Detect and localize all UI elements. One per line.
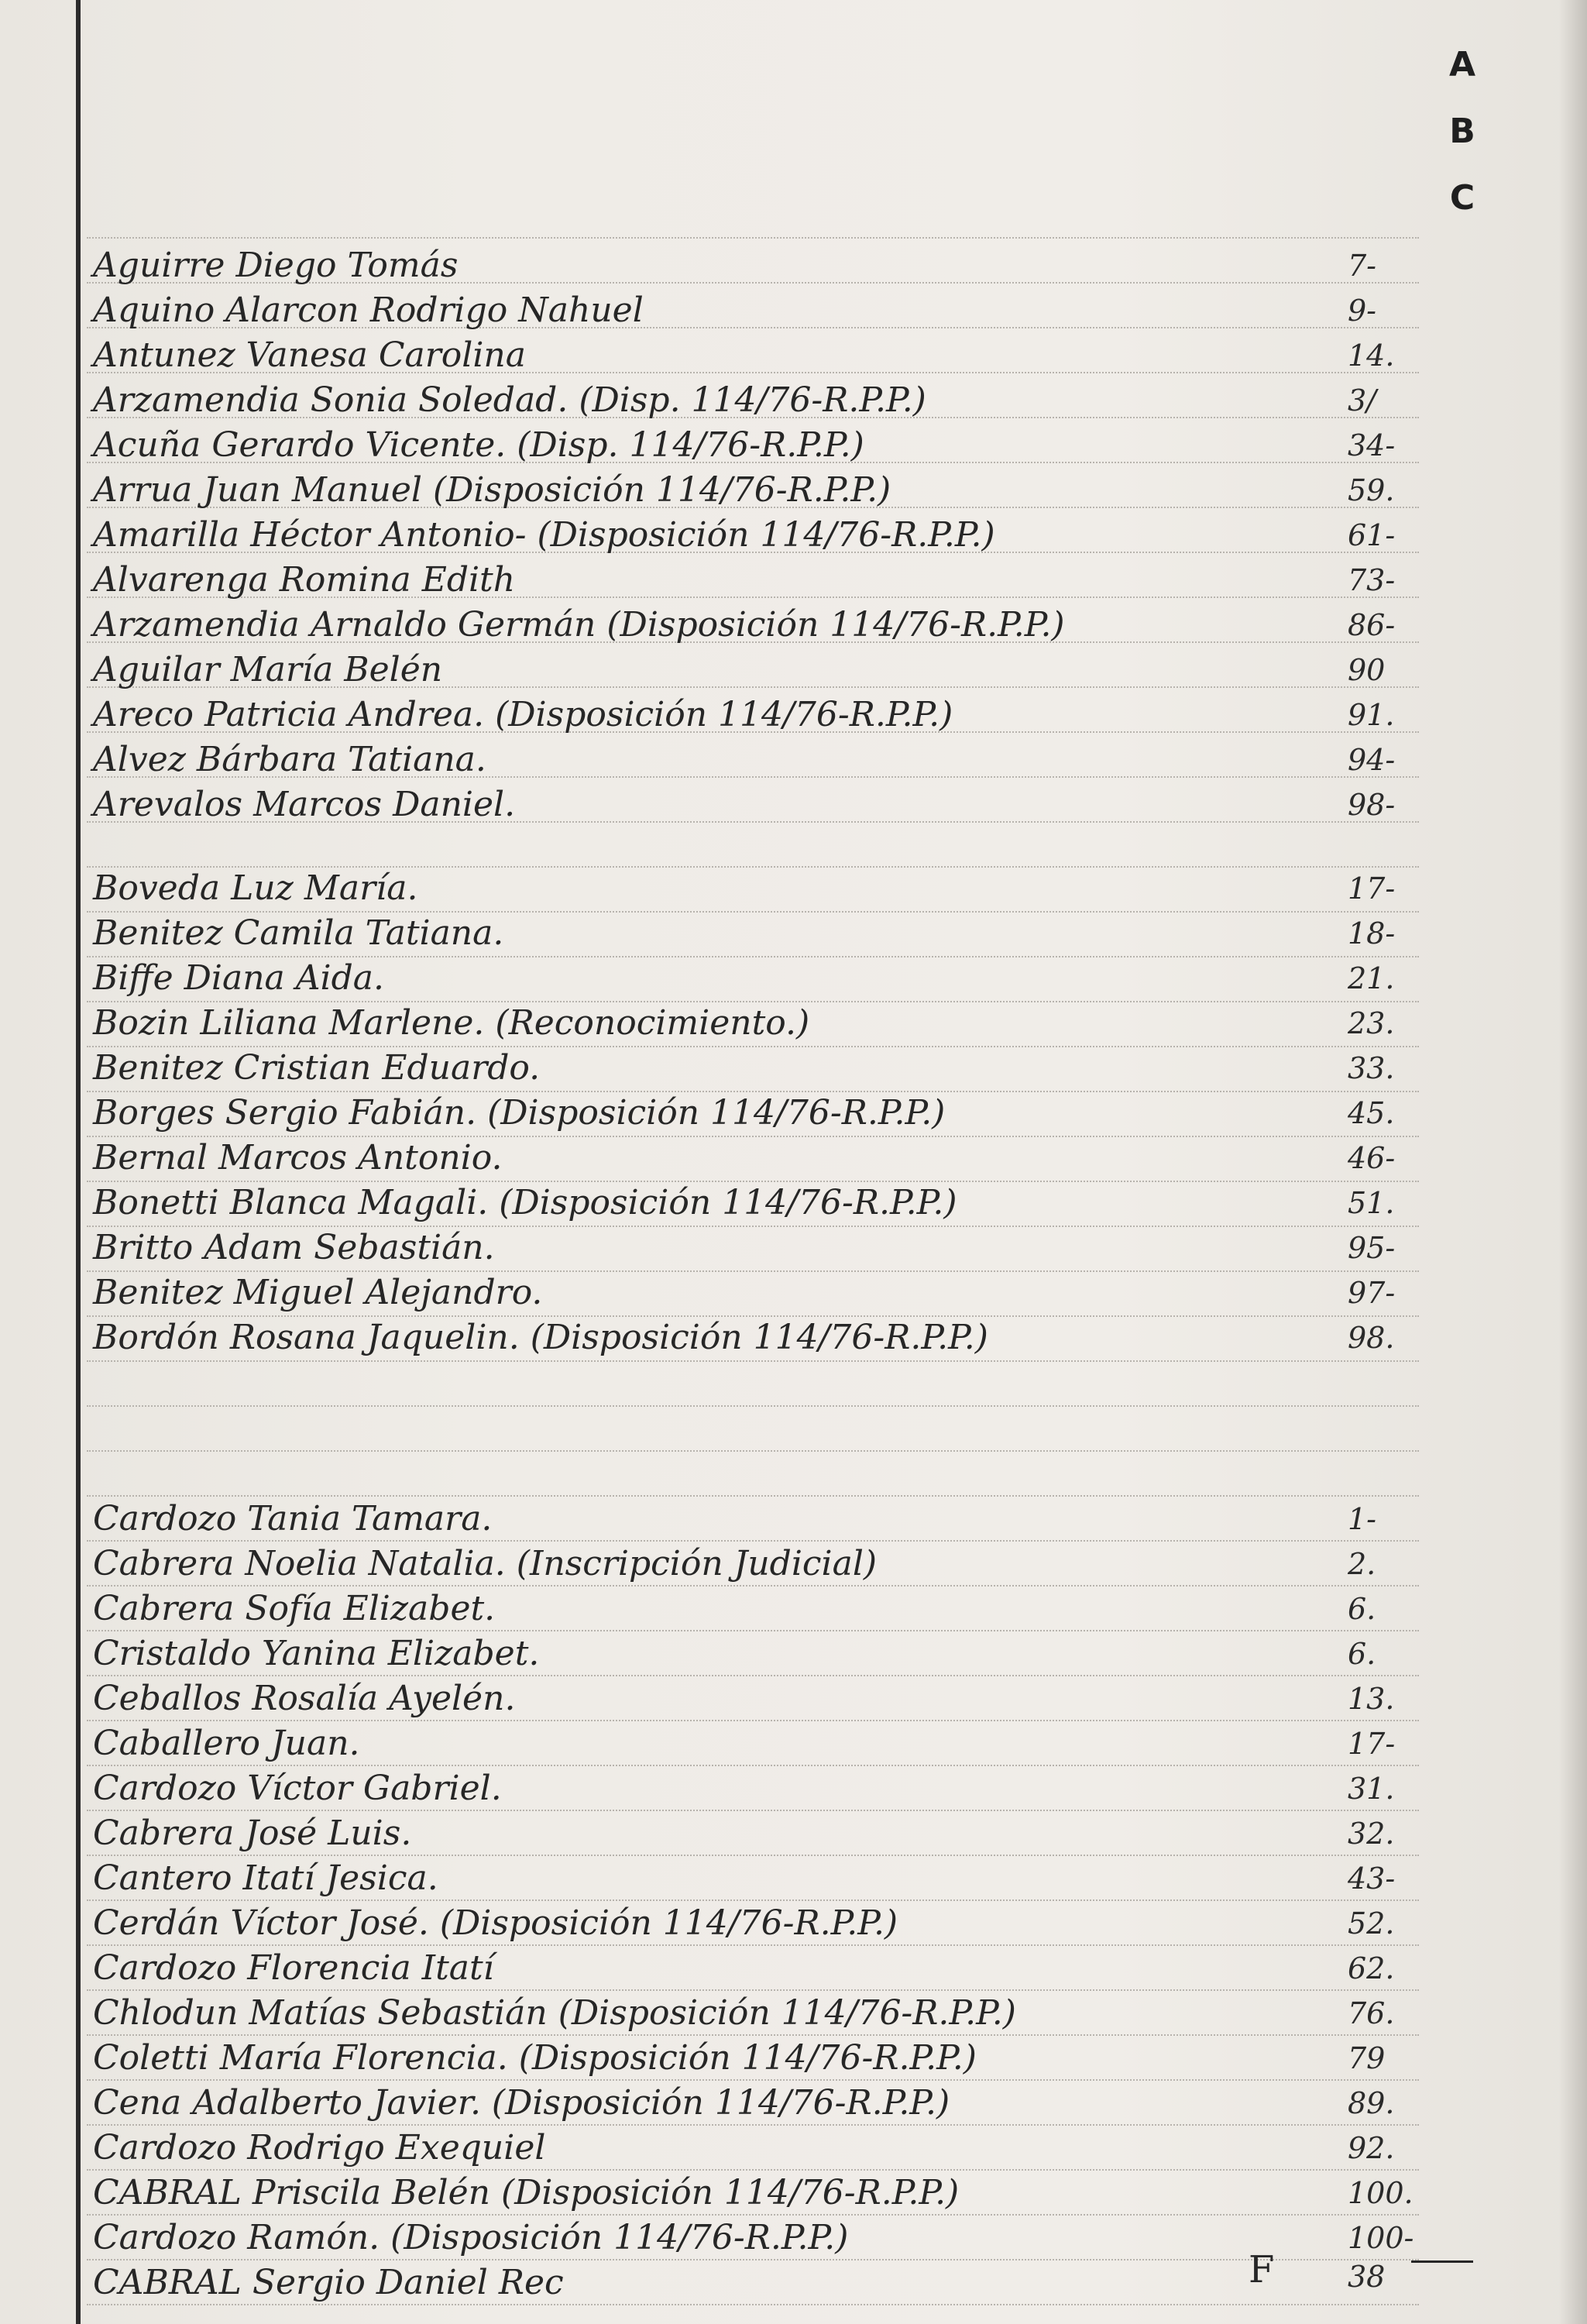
- entry-name: Britto Adam Sebastián.: [93, 1228, 495, 1267]
- entry-page: 2.: [1348, 1547, 1376, 1581]
- entry-page: 86-: [1348, 608, 1396, 642]
- entry-name: Arevalos Marcos Daniel.: [93, 785, 516, 824]
- entry-page: 6.: [1348, 1592, 1376, 1626]
- entry-name: Bernal Marcos Antonio.: [93, 1138, 503, 1177]
- entry-page: 6.: [1348, 1637, 1376, 1671]
- ruled-line: [87, 1360, 1419, 1362]
- ruled-line: [87, 1944, 1419, 1946]
- entry-page: 62.: [1348, 1951, 1395, 1985]
- entry-page: 43-: [1348, 1862, 1396, 1896]
- ruled-line: [87, 1585, 1419, 1587]
- ruled-line: [87, 1540, 1419, 1542]
- ruled-line: [87, 1630, 1419, 1631]
- entry-name: Bozin Liliana Marlene. (Reconocimiento.): [93, 1003, 810, 1043]
- entry-name: Cardozo Víctor Gabriel.: [93, 1769, 502, 1808]
- ruled-line: [87, 866, 1419, 868]
- entry-page: 97-: [1348, 1276, 1396, 1310]
- entry-name: Cardozo Florencia Itatí: [93, 1948, 494, 1988]
- entry-name: Caballero Juan.: [93, 1724, 360, 1763]
- entry-page: 1-: [1348, 1502, 1377, 1536]
- entry-page: 3/: [1348, 383, 1376, 418]
- entry-page: 90: [1348, 653, 1386, 687]
- entry-page: 52.: [1348, 1906, 1395, 1941]
- ruled-line: [87, 1765, 1419, 1766]
- entry-page: 89.: [1348, 2086, 1395, 2120]
- entry-page: 98-: [1348, 788, 1396, 822]
- entry-name: Alvez Bárbara Tatiana.: [93, 740, 486, 779]
- entry-name: Arzamendia Sonia Soledad. (Disp. 114/76-R.P.P.): [93, 380, 926, 420]
- entry-page: 61-: [1348, 518, 1396, 552]
- dash-mark: [1411, 2260, 1473, 2263]
- entry-page: 59.: [1348, 473, 1395, 507]
- entry-name: Chlodun Matías Sebastián (Disposición 114/76-R.P.P.): [93, 1993, 1016, 2033]
- entry-page: 38: [1348, 2260, 1386, 2294]
- entry-name: Boveda Luz María.: [93, 868, 418, 908]
- ruled-line: [87, 1001, 1419, 1002]
- entry-name: Cabrera Noelia Natalia. (Inscripción Judicial): [93, 1544, 878, 1583]
- entry-page: 21.: [1348, 961, 1395, 995]
- entry-page: 32.: [1348, 1817, 1395, 1851]
- entry-name: Areco Patricia Andrea. (Disposición 114/76-R.P.P.): [93, 695, 953, 734]
- ruled-line: [87, 237, 1419, 239]
- entry-name: Aguirre Diego Tomás: [93, 246, 459, 285]
- entry-name: Benitez Camila Tatiana.: [93, 913, 504, 953]
- entry-name: Cardozo Rodrigo Exequiel: [93, 2128, 546, 2168]
- entry-page: 79: [1348, 2041, 1386, 2075]
- ruled-line: [87, 1989, 1419, 1991]
- entry-page: 23.: [1348, 1006, 1395, 1040]
- ruled-line: [87, 1181, 1419, 1182]
- entry-page: 46-: [1348, 1141, 1396, 1175]
- entry-name: Cardozo Ramón. (Disposición 114/76-R.P.P.): [93, 2218, 849, 2257]
- ruled-line: [87, 1091, 1419, 1092]
- ruled-line: [87, 1899, 1419, 1901]
- entry-page: 51.: [1348, 1186, 1395, 1220]
- ruled-line: [87, 1405, 1419, 1407]
- ruled-line: [87, 2169, 1419, 2171]
- entry-name: Benitez Cristian Eduardo.: [93, 1048, 541, 1088]
- page-edge-shadow: [1559, 0, 1587, 2324]
- ruled-line: [87, 2079, 1419, 2081]
- ruled-line: [87, 1046, 1419, 1047]
- entry-page: 14.: [1348, 339, 1395, 373]
- entry-name: Cristaldo Yanina Elizabet.: [93, 1634, 540, 1673]
- entry-page: 7-: [1348, 249, 1377, 283]
- entry-name: Ceballos Rosalía Ayelén.: [93, 1679, 516, 1718]
- entry-name: Arzamendia Arnaldo Germán (Disposición 114/76-R.P.P.): [93, 605, 1065, 645]
- ruled-line: [87, 1270, 1419, 1272]
- ruled-line: [87, 1450, 1419, 1452]
- ruled-line: [87, 2034, 1419, 2036]
- entry-name: Coletti María Florencia. (Disposición 114/76-R.P.P.): [93, 2038, 977, 2078]
- entry-name: Cerdán Víctor José. (Disposición 114/76-R.P.P.): [93, 1903, 898, 1943]
- entry-name: Cantero Itatí Jesica.: [93, 1858, 438, 1898]
- entry-name: Biffe Diana Aida.: [93, 958, 384, 998]
- ruled-line: [87, 1675, 1419, 1676]
- ruled-line: [87, 2259, 1419, 2260]
- entry-page: 94-: [1348, 743, 1396, 777]
- ruled-line: [87, 956, 1419, 957]
- ruled-line: [87, 1226, 1419, 1227]
- entry-name: CABRAL Priscila Belén (Disposición 114/76-R.P.P.): [93, 2173, 960, 2212]
- entry-name: Bonetti Blanca Magali. (Disposición 114/76-R.P.P.): [93, 1183, 957, 1222]
- left-margin-rule: [76, 0, 81, 2324]
- ruled-line: [87, 2214, 1419, 2216]
- entry-name: Arrua Juan Manuel (Disposición 114/76-R.P.P.): [93, 470, 891, 510]
- index-tab-b: B: [1449, 112, 1475, 151]
- entry-page: 9-: [1348, 294, 1377, 328]
- entry-name: Bordón Rosana Jaquelin. (Disposición 114/76-R.P.P.): [93, 1318, 988, 1357]
- entry-name: Antunez Vanesa Carolina: [93, 335, 526, 375]
- entry-name: Acuña Gerardo Vicente. (Disp. 114/76-R.P.P.): [93, 425, 864, 465]
- entry-name: Amarilla Héctor Antonio- (Disposición 114/76-R.P.P.): [93, 515, 995, 555]
- entry-name: Benitez Miguel Alejandro.: [93, 1273, 543, 1312]
- ruled-line: [87, 2304, 1419, 2305]
- entry-page: 98.: [1348, 1321, 1395, 1355]
- entry-name: Cabrera Sofía Elizabet.: [93, 1589, 496, 1628]
- margin-mark: F: [1249, 2248, 1275, 2291]
- entry-name: Borges Sergio Fabián. (Disposición 114/76-R.P.P.): [93, 1093, 946, 1133]
- entry-name: CABRAL Sergio Daniel Rec: [93, 2263, 564, 2302]
- entry-page: 18-: [1348, 916, 1396, 951]
- entry-name: Alvarenga Romina Edith: [93, 560, 516, 600]
- entry-name: Cardozo Tania Tamara.: [93, 1499, 493, 1538]
- entry-name: Aguilar María Belén: [93, 650, 443, 689]
- ruled-line: [87, 1720, 1419, 1721]
- ruled-line: [87, 2124, 1419, 2126]
- entry-page: 34-: [1348, 428, 1396, 462]
- ruled-line: [87, 911, 1419, 913]
- entry-page: 33.: [1348, 1051, 1395, 1085]
- ruled-line: [87, 1810, 1419, 1811]
- ruled-line: [87, 1315, 1419, 1317]
- entry-page: 13.: [1348, 1682, 1395, 1716]
- entry-page: 31.: [1348, 1772, 1395, 1806]
- entry-name: Cabrera José Luis.: [93, 1813, 412, 1853]
- index-tab-c: C: [1449, 178, 1475, 218]
- entry-name: Aquino Alarcon Rodrigo Nahuel: [93, 290, 644, 330]
- entry-page: 95-: [1348, 1231, 1396, 1265]
- entry-page: 92.: [1348, 2131, 1395, 2165]
- entry-page: 100-: [1348, 2221, 1414, 2255]
- entry-name: Cena Adalberto Javier. (Disposición 114/76-R.P.P.): [93, 2083, 950, 2123]
- ruled-line: [87, 1136, 1419, 1137]
- entry-page: 17-: [1348, 1727, 1396, 1761]
- index-tab-a: A: [1448, 45, 1476, 84]
- entry-page: 17-: [1348, 871, 1396, 906]
- entry-page: 91.: [1348, 698, 1395, 732]
- ruled-line: [87, 1855, 1419, 1856]
- entry-page: 100.: [1348, 2176, 1414, 2210]
- ruled-line: [87, 1495, 1419, 1497]
- entry-page: 45.: [1348, 1096, 1395, 1130]
- entry-page: 73-: [1348, 563, 1396, 597]
- entry-page: 76.: [1348, 1996, 1395, 2030]
